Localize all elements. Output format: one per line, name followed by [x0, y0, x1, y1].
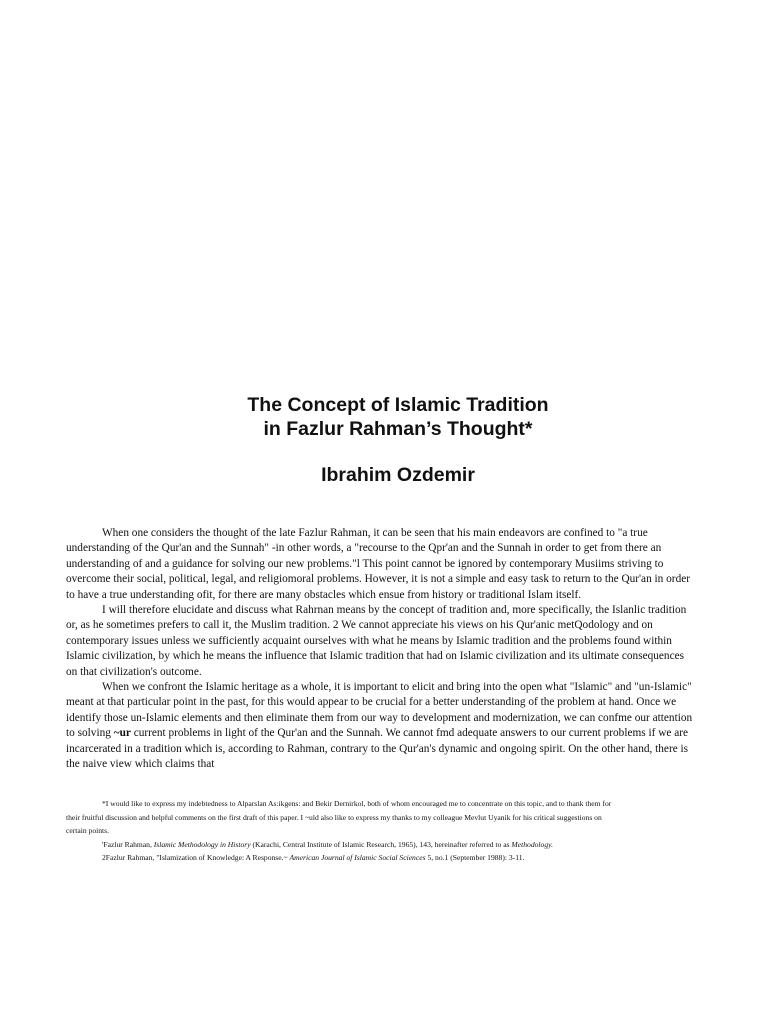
bold-text-run: ~ur — [113, 727, 131, 740]
text-line: I will therefore elucidate and discuss what Rahrnan means by the concept of tradition and, more specifically, the Islanlic tradition — [102, 604, 687, 617]
footnote-star — [66, 797, 706, 838]
text-line: identify those un-Islamic elements and then eliminate them from our way to development and modernization, we can confme our attention — [66, 711, 693, 724]
footnote-line — [66, 851, 706, 865]
text-line: meant at that particular point in the past, for this would appear to be crucial for a better understanding of the problem at hand. Once we — [66, 696, 677, 709]
text-line: overcome their social, political, legal, and religiomoral problems. However, it is not a simple and easy task to return to the Qur'an in order — [66, 573, 690, 586]
italic-journal: American Journal of Islamic Social Sciences — [289, 853, 426, 863]
paragraph-3 — [66, 680, 706, 772]
paragraph-1 — [66, 526, 706, 603]
text-line: incarcerated in a tradition which is, according to Rahman, contrary to the Qur'an's dynamic and ongoing spirit. On the other hand, there is — [66, 742, 689, 755]
text-line — [66, 726, 706, 741]
text-run: to solving — [66, 727, 114, 740]
body-text — [66, 526, 706, 773]
footnote-2 — [66, 851, 706, 865]
text-run: (Karachi, Central Institute of Islamic Research, 1965), 143, hereinafter referred to as — [250, 839, 512, 849]
footnote-line: their fruitful discussion and helpful comments on the first draft of this paper. I ~uld also like to express my thanks to my colleague Mevlut Uyanik for his critical suggestions on — [66, 812, 602, 822]
footnote-line — [66, 838, 706, 852]
title-line-2: in Fazlur Rahman’s Thought* — [263, 418, 533, 440]
text-line: When we confront the Islamic heritage as a whole, it is important to elicit and bring into the open what "Islamic" and "un-Islamic" — [102, 681, 692, 694]
footnotes — [66, 797, 706, 865]
text-line: When one considers the thought of the late Fazlur Rahman, it can be seen that his main endeavors are confined to "a true — [102, 527, 648, 539]
text-line: to have a true understanding ofit, for there are many obstacles which ensue from history or traditional Islam itself. — [66, 588, 582, 601]
text-line: Islamic civilization, by which he means the influence that Islamic tradition that had on Islamic civilization and its ultimate consequences — [66, 650, 685, 663]
text-line: understanding of and a guidance for solving our new problems."l This point cannot be ignored by contemporary Musiims striving to — [66, 557, 664, 570]
author-name: Ibrahim Ozdemir — [321, 464, 475, 486]
text-line: on that civilization's outcome. — [66, 665, 202, 678]
text-line: the naive view which claims that — [66, 758, 215, 771]
text-line: understanding of the Qur'an and the Sunnah" -in other words, a "recourse to the Qpr'an and the Sunnah in order to get from there an — [66, 542, 662, 555]
paragraph-2 — [66, 603, 706, 680]
paper-title — [0, 393, 768, 441]
footnote-line: *I would like to express my indebtedness to Alparslan As:ikgens: and Bekir Dernirkol, both of whom encouraged me to concentrate on this topic, and to thank them for — [102, 799, 612, 808]
title-line-1: The Concept of Islamic Tradition — [247, 394, 549, 416]
text-line: contemporary issues unless we sufficiently acquaint ourselves with what he means by Islamic tradition and the problems found within — [66, 634, 672, 647]
text-run: 'Fazlur Rahman, — [102, 839, 154, 849]
text-run: current problems in light of the Qur'an and the Sunnah. We cannot fmd adequate answers to our current problems if we are — [130, 727, 688, 740]
footnote-1 — [66, 838, 706, 852]
italic-abbrev: Methodology. — [511, 839, 553, 849]
italic-title: Islamic Methodology in History — [153, 839, 251, 849]
text-run: 5, no.1 (September 1988): 3-11. — [425, 853, 525, 863]
footnote-line: certain points. — [66, 826, 110, 836]
text-run: 2Fazlur Rahman, "Islamization of Knowledge: A Response.~ — [102, 853, 290, 863]
text-line: or, as he sometimes prefers to call it, the Muslim tradition. 2 We cannot appreciate his views on his Qur'anic metQodology and on — [66, 619, 653, 632]
